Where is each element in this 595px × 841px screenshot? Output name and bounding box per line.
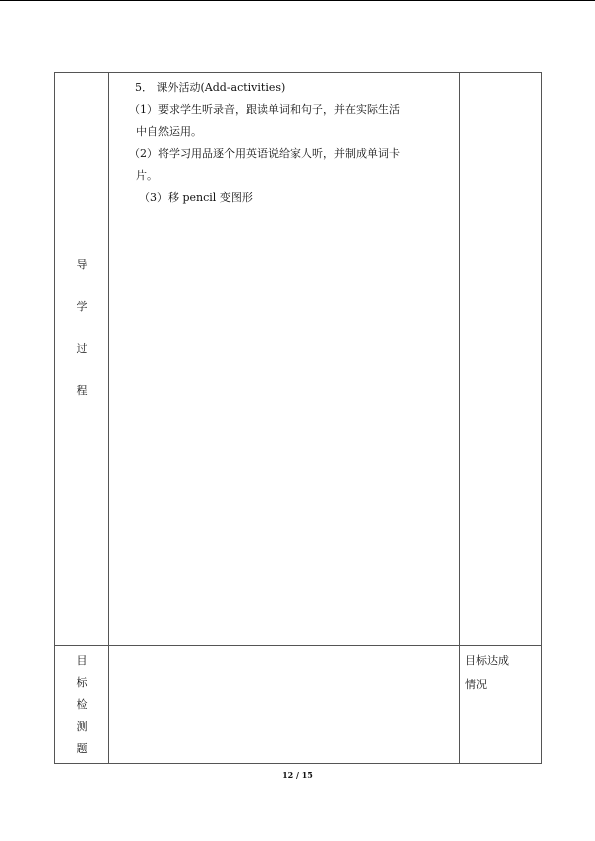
test-label-char: 测 <box>76 720 88 733</box>
test-label-char: 标 <box>76 676 88 689</box>
activities-heading: 5． 课外活动(Add-activities) <box>135 81 286 94</box>
test-label <box>55 655 109 754</box>
test-label-char: 题 <box>76 742 88 755</box>
process-label <box>55 259 109 396</box>
process-label-char: 过 <box>76 342 88 355</box>
lesson-table <box>54 72 542 764</box>
page-top-rule <box>0 0 595 1</box>
activity-item: 片。 <box>136 169 158 182</box>
process-label-char: 学 <box>76 300 88 313</box>
column-divider-right <box>459 73 460 763</box>
achievement-line: 情况 <box>465 678 487 691</box>
test-label-char: 检 <box>76 698 88 711</box>
process-label-char: 导 <box>76 258 88 271</box>
activity-item: （3）移 pencil 变图形 <box>139 191 253 204</box>
activity-item: （1）要求学生听录音，跟读单词和句子，并在实际生活 <box>129 103 400 116</box>
process-label-char: 程 <box>76 384 88 397</box>
row-divider <box>55 645 541 646</box>
activity-item: 中自然运用。 <box>136 125 202 138</box>
activities-section <box>109 77 459 209</box>
activity-item: （2）将学习用品逐个用英语说给家人听，并制成单词卡 <box>129 147 400 160</box>
achievement-line: 目标达成 <box>465 654 509 667</box>
achievement-cell <box>461 649 541 697</box>
page-number: 12 / 15 <box>282 770 313 780</box>
test-label-char: 目 <box>76 654 88 667</box>
